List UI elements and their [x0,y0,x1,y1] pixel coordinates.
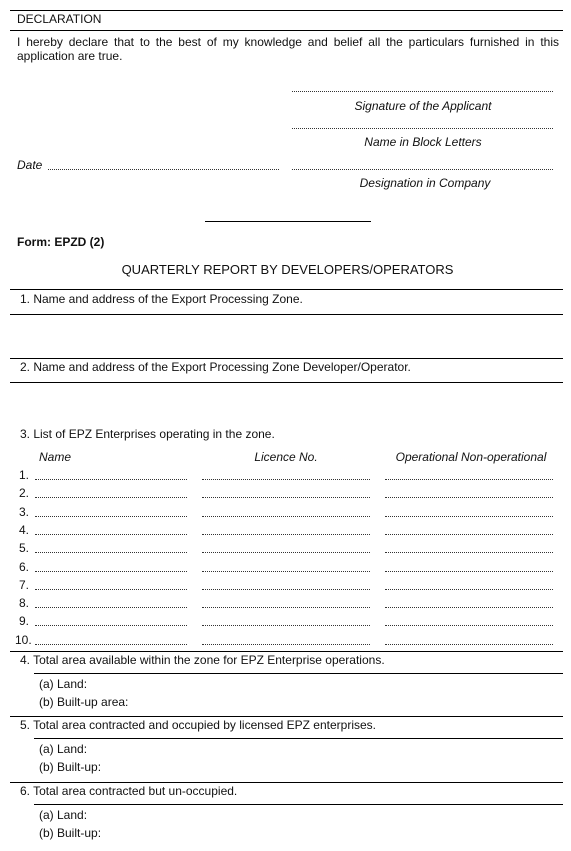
section-6-built-up: (b) Built-up: [39,826,102,840]
name-field[interactable] [35,497,187,498]
section-2-bottom-rule [10,382,563,383]
name-field[interactable] [35,625,187,626]
section-4-top-rule [10,651,563,652]
row-number: 9. [18,614,29,629]
status-field[interactable] [385,516,553,517]
name-field[interactable] [35,589,187,590]
licence-field[interactable] [202,516,370,517]
licence-field[interactable] [202,571,370,572]
name-field[interactable] [35,479,187,480]
row-number: 3. [18,504,29,519]
signature-label: Signature of the Applicant [354,99,492,113]
designation-label: Designation in Company [359,176,491,190]
section-5-built-up: (b) Built-up: [39,760,102,774]
licence-field[interactable] [202,497,370,498]
row-number: 6. [18,559,29,574]
row-number: 4. [18,522,29,537]
section-6-label: 6. Total area contracted but un-occupied. [20,784,238,798]
top-rule [10,10,563,11]
declaration-text: I hereby declare that to the best of my knowledge and belief all the particulars furnished in this application are true. [17,35,559,63]
section-1-top-rule [10,289,563,290]
separator-rule [205,221,371,222]
row-number: 5. [18,541,29,556]
name-field[interactable] [35,552,187,553]
column-name-header: Name [39,450,72,464]
licence-field[interactable] [202,589,370,590]
status-field[interactable] [385,644,553,645]
licence-field[interactable] [202,552,370,553]
section-5-inner-rule [34,738,563,739]
section-4-built-up: (b) Built-up area: [39,695,129,709]
row-number: 7. [18,577,29,592]
status-field[interactable] [385,607,553,608]
licence-field[interactable] [202,534,370,535]
section-4-label: 4. Total area available within the zone for EPZ Enterprise operations. [20,653,385,667]
declaration-heading: DECLARATION [17,12,102,26]
row-number: 2. [18,486,29,501]
licence-field[interactable] [202,625,370,626]
section-6-land: (a) Land: [39,808,88,822]
status-field[interactable] [385,497,553,498]
signature-line[interactable] [292,91,553,92]
status-field[interactable] [385,625,553,626]
name-field[interactable] [35,534,187,535]
row-number: 8. [18,596,29,611]
status-field[interactable] [385,589,553,590]
status-field[interactable] [385,534,553,535]
status-field[interactable] [385,571,553,572]
declaration-rule [10,30,563,31]
designation-line[interactable] [292,169,553,170]
status-field[interactable] [385,552,553,553]
section-5-top-rule [10,716,563,717]
row-number: 10. [15,632,32,647]
name-field[interactable] [35,607,187,608]
licence-field[interactable] [202,479,370,480]
section-6-inner-rule [34,804,563,805]
section-1-label: 1. Name and address of the Export Processing Zone. [20,292,303,306]
column-status-header: Operational Non-operational [395,450,547,464]
section-5-label: 5. Total area contracted and occupied by licensed EPZ enterprises. [20,718,376,732]
section-3-label: 3. List of EPZ Enterprises operating in the zone. [20,427,275,441]
name-field[interactable] [35,644,187,645]
section-2-top-rule [10,358,563,359]
name-field[interactable] [35,571,187,572]
licence-field[interactable] [202,607,370,608]
licence-field[interactable] [202,644,370,645]
row-number: 1. [18,468,29,482]
status-field[interactable] [385,479,553,480]
section-5-land: (a) Land: [39,742,88,756]
name-field[interactable] [35,516,187,517]
name-label: Name in Block Letters [364,135,482,149]
section-4-land: (a) Land: [39,677,88,691]
form-code: Form: EPZD (2) [17,235,105,249]
date-label: Date [17,158,43,172]
date-line[interactable] [48,169,279,170]
section-4-inner-rule [34,673,563,674]
section-2-label: 2. Name and address of the Export Processing Zone Developer/Operator. [20,360,411,374]
column-licence-header: Licence No. [254,450,318,464]
section-6-top-rule [10,782,563,783]
form-title: QUARTERLY REPORT BY DEVELOPERS/OPERATORS [121,262,454,277]
section-1-bottom-rule [10,314,563,315]
name-line[interactable] [292,128,553,129]
